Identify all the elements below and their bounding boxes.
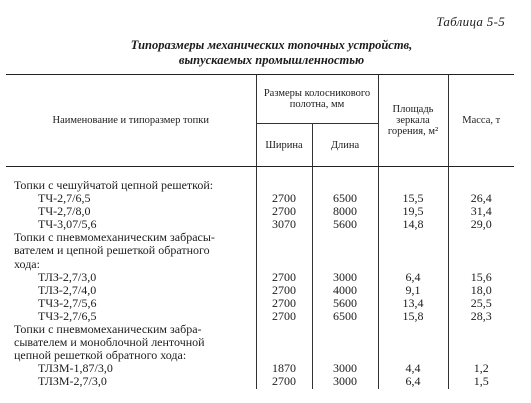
empty-cell: [312, 336, 378, 349]
length-value: 3000: [312, 271, 378, 284]
model-name: ТЧЗ-2,7/6,5: [38, 308, 97, 323]
mass-value: 15,6: [448, 271, 514, 284]
empty-cell: [378, 336, 448, 349]
width-value: 2700: [256, 297, 312, 310]
mass-value: 29,0: [448, 218, 514, 231]
model-name: ТЧ-2,7/6,5: [38, 191, 91, 206]
empty-cell: [256, 323, 312, 336]
length-value: 3000: [312, 375, 378, 388]
area-value: 15,5: [378, 192, 448, 205]
model-name: ТЛЗМ-1,87/3,0: [38, 361, 113, 376]
group-caption: Топки с чешуйчатой цепной решеткой:: [14, 178, 214, 192]
mass-value: 26,4: [448, 192, 514, 205]
header-sizes: Размеры колосникового полотна, мм: [256, 75, 378, 124]
title-line-1: Типоразмеры механических топочных устройств,: [130, 38, 413, 52]
table-row: [6, 284, 514, 297]
width-value: 3070: [256, 218, 312, 231]
width-value: 2700: [256, 192, 312, 205]
group-caption-row: [6, 244, 514, 257]
length-value: 5600: [312, 218, 378, 231]
table-number: Таблица 5-5: [436, 14, 505, 29]
length-value: 6500: [312, 310, 378, 323]
length-value: 3000: [312, 362, 378, 375]
area-value: 13,4: [378, 297, 448, 310]
model-name: ТЛЗ-2,7/4,0: [38, 282, 97, 297]
mass-value: 31,4: [448, 205, 514, 218]
table-row: [6, 271, 514, 284]
empty-cell: [378, 244, 448, 257]
table-body: [6, 167, 514, 389]
mass-value: 1,2: [448, 362, 514, 375]
area-value: 6,4: [378, 375, 448, 388]
empty-cell: [256, 244, 312, 257]
area-value: 6,4: [378, 271, 448, 284]
model-name: ТЛЗМ-2,7/3,0: [38, 374, 107, 389]
mass-value: 25,5: [448, 297, 514, 310]
mass-value: 18,0: [448, 284, 514, 297]
header-area: Площадь зеркала горения, м²: [378, 75, 448, 167]
empty-cell: [312, 323, 378, 336]
empty-cell: [378, 323, 448, 336]
empty-cell: [378, 231, 448, 244]
group-caption: цепной решеткой обратного хода:: [14, 348, 187, 363]
empty-cell: [312, 231, 378, 244]
mass-value: 28,3: [448, 310, 514, 323]
empty-cell: [256, 258, 312, 271]
empty-cell: [312, 258, 378, 271]
header-name: Наименование и типоразмер топки: [6, 75, 256, 167]
empty-cell: [256, 231, 312, 244]
group-caption: сывателем и моноблочной ленточной: [14, 335, 205, 350]
width-value: 2700: [256, 375, 312, 388]
header-mass: Масса, т: [448, 75, 514, 167]
length-value: 5600: [312, 297, 378, 310]
group-caption: хода:: [14, 256, 40, 271]
empty-cell: [448, 244, 514, 257]
empty-cell: [378, 258, 448, 271]
width-value: 2700: [256, 284, 312, 297]
mass-value: 1,5: [448, 375, 514, 388]
area-value: 4,4: [378, 362, 448, 375]
empty-cell: [312, 244, 378, 257]
group-caption: Топки с пневмомеханическим забра-: [14, 322, 202, 337]
length-value: 4000: [312, 284, 378, 297]
area-value: 19,5: [378, 205, 448, 218]
area-value: 15,8: [378, 310, 448, 323]
empty-cell: [448, 231, 514, 244]
table-row: [6, 297, 514, 310]
width-value: 2700: [256, 271, 312, 284]
sizes-table: [6, 74, 514, 389]
table-row: [6, 375, 514, 388]
model-name: ТЛЗ-2,7/3,0: [38, 269, 97, 284]
group-caption: Топки с пневмомеханическим забрасы-: [14, 230, 215, 245]
header-width: Ширина: [256, 124, 312, 167]
header-length: Длина: [312, 124, 378, 167]
width-value: 1870: [256, 362, 312, 375]
empty-cell: [448, 258, 514, 271]
empty-cell: [448, 336, 514, 349]
model-name: ТЧ-3,07/5,6: [38, 217, 97, 232]
empty-cell: [448, 323, 514, 336]
group-caption: вателем и цепной решеткой обратного: [14, 243, 210, 258]
length-value: 6500: [312, 192, 378, 205]
length-value: 8000: [312, 205, 378, 218]
width-value: 2700: [256, 205, 312, 218]
area-value: 9,1: [378, 284, 448, 297]
width-value: 2700: [256, 310, 312, 323]
group-caption-row: [6, 258, 514, 271]
area-value: 14,8: [378, 218, 448, 231]
model-name: ТЧ-2,7/8,0: [38, 204, 91, 219]
model-name: ТЧЗ-2,7/5,6: [38, 295, 97, 310]
table-title: [0, 38, 531, 68]
title-line-2: выпускаемых промышленностью: [178, 53, 365, 67]
empty-cell: [256, 336, 312, 349]
